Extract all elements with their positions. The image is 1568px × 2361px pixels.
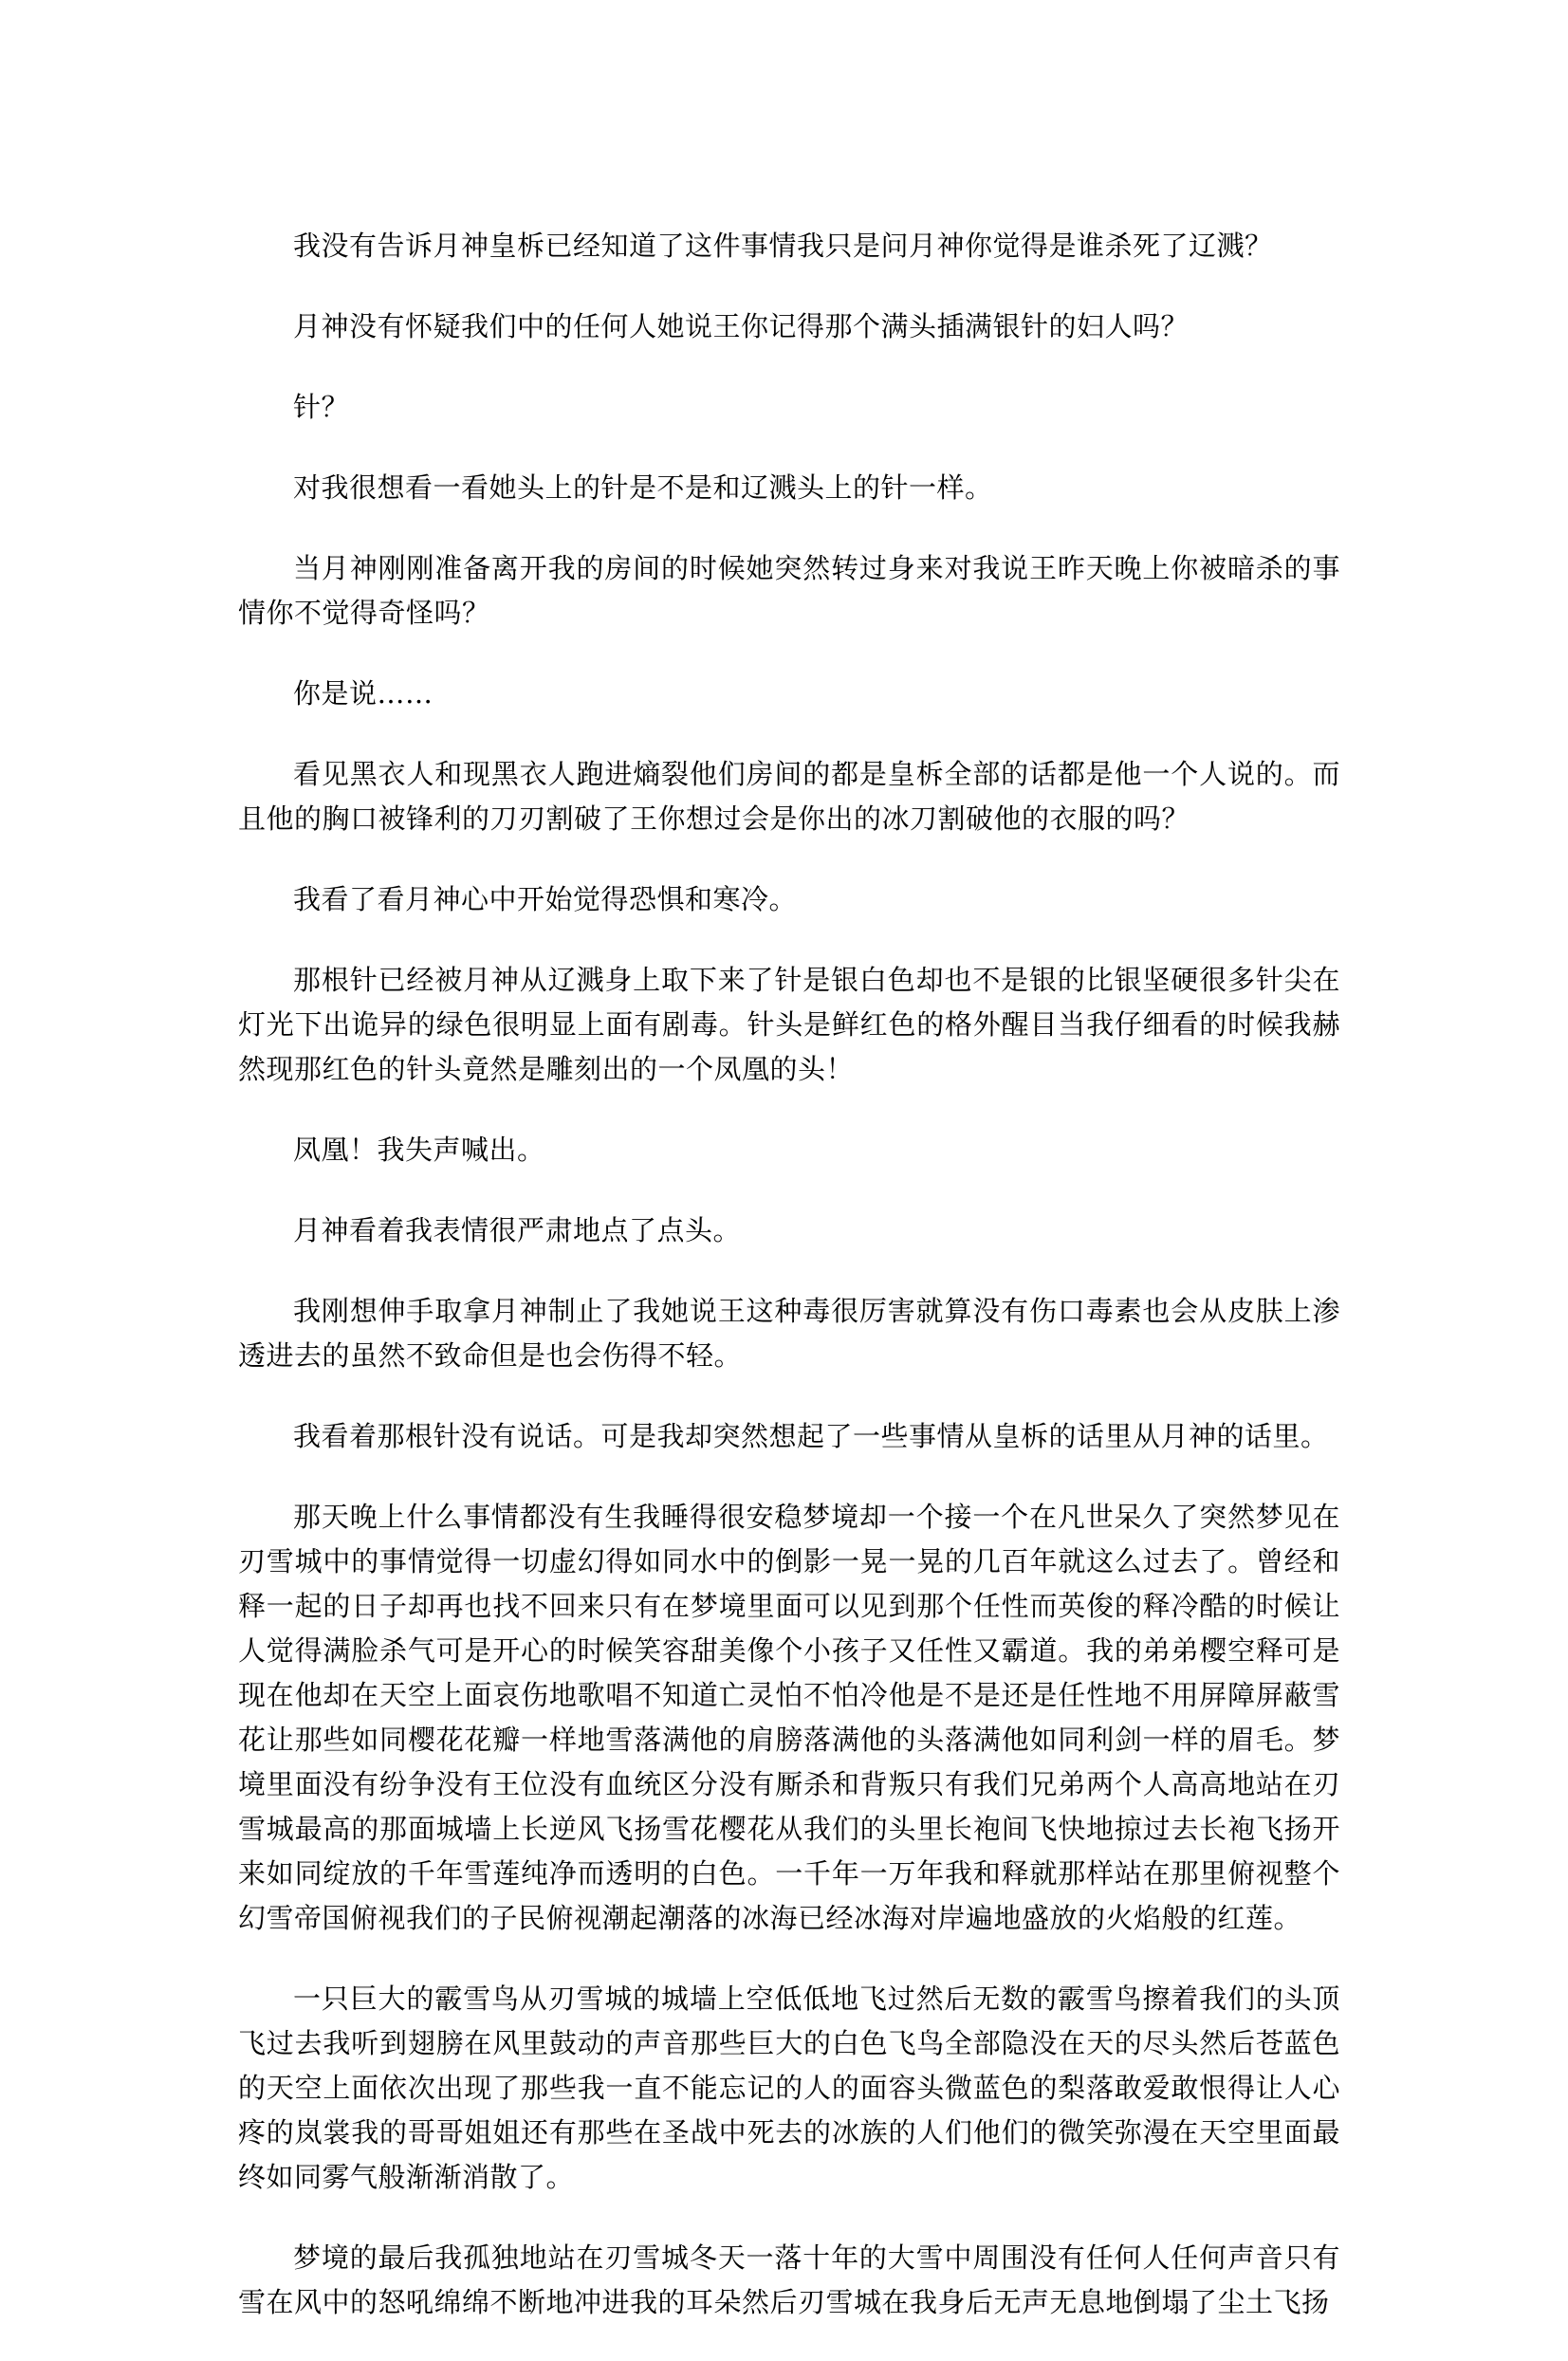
paragraph: 月神看着我表情很严肃地点了点头。	[293, 1214, 742, 1246]
paragraph: 我看了看月神心中开始觉得恐惧和寒冷。	[293, 883, 798, 915]
paragraph: 你是说……	[293, 677, 434, 710]
paragraph: 我看着那根针没有说话。可是我却突然想起了一些事情从皇柝的话里从月神的话里。	[293, 1420, 1329, 1452]
paragraph: 当月神刚刚准备离开我的房间的时候她突然转过身来对我说王昨天晚上你被暗杀的事情你不觉得奇怪吗？	[238, 552, 1340, 629]
paragraph: 看见黑衣人和现黑衣人跑进熵裂他们房间的都是皇柝全部的话都是他一个人说的。而且他的胸口被锋利的刀刃割破了王你想过会是你出的冰刀割破他的衣服的吗？	[238, 758, 1340, 835]
paragraph: 那根针已经被月神从辽溅身上取下来了针是银白色却也不是银的比银坚硬很多针尖在灯光下出诡异的绿色很明显上面有剧毒。针头是鲜红色的格外醒目当我仔细看的时候我赫然现那红色的针头竟然是雕刻出的一个凤凰的头！	[238, 964, 1340, 1085]
paragraph: 针？	[293, 391, 350, 423]
paragraph: 我刚想伸手取拿月神制止了我她说王这种毒很厉害就算没有伤口毒素也会从皮肤上渗透进去的虽然不致命但是也会伤得不轻。	[238, 1295, 1340, 1372]
paragraph: 凤凰！我失声喊出。	[293, 1134, 545, 1166]
paragraph: 我没有告诉月神皇柝已经知道了这件事情我只是问月神你觉得是谁杀死了辽溅？	[293, 230, 1273, 262]
paragraph: 一只巨大的霰雪鸟从刃雪城的城墙上空低低地飞过然后无数的霰雪鸟擦着我们的头顶飞过去我听到翅膀在风里鼓动的声音那些巨大的白色飞鸟全部隐没在天的尽头然后苍蓝色的天空上面依次出现了那些我一直不能忘记的人的面容头微蓝色的梨落敢爱敢恨得让人心疼的岚裳我的哥哥姐姐还有那些在圣战中死去的冰族的人们他们的微笑弥漫在天空里面最终如同雾气般渐渐消散了。	[238, 1983, 1340, 2193]
paragraph: 对我很想看一看她头上的针是不是和辽溅头上的针一样。	[293, 471, 993, 504]
document-page	[238, 224, 1340, 2361]
paragraph: 那天晚上什么事情都没有生我睡得很安稳梦境却一个接一个在凡世呆久了突然梦见在刃雪城中的事情觉得一切虚幻得如同水中的倒影一晃一晃的几百年就这么过去了。曾经和释一起的日子却再也找不回来只有在梦境里面可以见到那个任性而英俊的释冷酷的时候让人觉得满脸杀气可是开心的时候笑容甜美像个小孩子又任性又霸道。我的弟弟樱空释可是现在他却在天空上面哀伤地歌唱不知道亡灵怕不怕冷他是不是还是任性地不用屏障屏蔽雪花让那些如同樱花花瓣一样地雪落满他的肩膀落满他的头落满他如同利剑一样的眉毛。梦境里面没有纷争没有王位没有血统区分没有厮杀和背叛只有我们兄弟两个人高高地站在刃雪城最高的那面城墙上长逆风飞扬雪花樱花从我们的头里长袍间飞快地掠过去长袍飞扬开来如同绽放的千年雪莲纯净而透明的白色。一千年一万年我和释就那样站在那里俯视整个幻雪帝国俯视我们的子民俯视潮起潮落的冰海已经冰海对岸遍地盛放的火焰般的红莲。	[238, 1501, 1340, 1934]
paragraph: 月神没有怀疑我们中的任何人她说王你记得那个满头插满银针的妇人吗？	[293, 310, 1190, 342]
paragraph: 梦境的最后我孤独地站在刃雪城冬天一落十年的大雪中周围没有任何人任何声音只有雪在风中的怒吼绵绵不断地冲进我的耳朵然后刃雪城在我身后无声无息地倒塌了尘土飞扬	[238, 2241, 1340, 2318]
